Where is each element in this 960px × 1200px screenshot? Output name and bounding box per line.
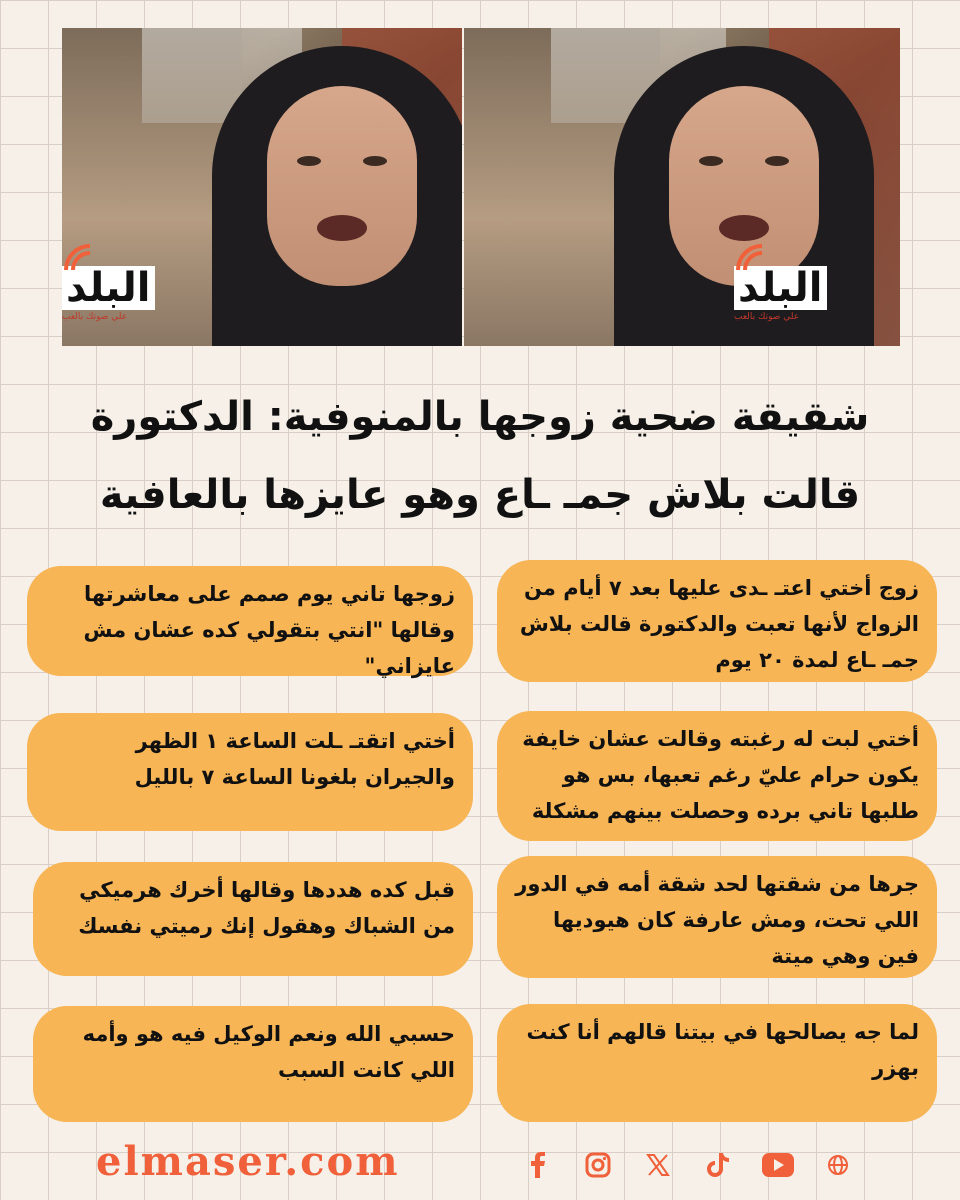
website-link[interactable]: elmaser.com bbox=[96, 1138, 400, 1185]
globe-icon[interactable] bbox=[808, 1148, 868, 1182]
logo-text: البلد bbox=[62, 266, 155, 310]
logo-text: البلد bbox=[734, 266, 827, 310]
signal-icon bbox=[62, 242, 96, 276]
quote-card: لما جه يصالحها في بيتنا قالهم أنا كنت بهزر bbox=[497, 1004, 937, 1122]
woman-figure bbox=[212, 46, 462, 346]
quote-card: قبل كده هددها وقالها أخرك هرميكي من الشباك وهقول إنك رميتي نفسك bbox=[33, 862, 473, 976]
logo-tagline: علي صوتك بالعب bbox=[734, 312, 800, 322]
logo-watermark bbox=[734, 266, 884, 336]
logo-watermark bbox=[62, 266, 212, 336]
instagram-icon[interactable] bbox=[568, 1148, 628, 1182]
photo-right bbox=[464, 28, 900, 346]
quote-card: حسبي الله ونعم الوكيل فيه هو وأمه اللي كانت السبب bbox=[33, 1006, 473, 1122]
youtube-icon[interactable] bbox=[748, 1148, 808, 1182]
quote-card: أختي اتقتـ ـلت الساعة ١ الظهر والجيران بلغونا الساعة ٧ بالليل bbox=[27, 713, 473, 831]
facebook-icon[interactable] bbox=[508, 1148, 568, 1182]
quote-card: زوج أختي اعتـ ـدى عليها بعد ٧ أيام من الزواج لأنها تعبت والدكتورة قالت بلاش جمـ ـاع لمدة ٢٠ يوم bbox=[497, 560, 937, 682]
x-icon[interactable] bbox=[628, 1148, 688, 1182]
photo-left bbox=[62, 28, 462, 346]
signal-icon bbox=[734, 242, 768, 276]
quote-card: جرها من شقتها لحد شقة أمه في الدور اللي تحت، ومش عارفة كان هيوديها فين وهي ميتة bbox=[497, 856, 937, 978]
headline: شقيقة ضحية زوجها بالمنوفية: الدكتورة قالت بلاش جمـ ـاع وهو عايزها بالعافية bbox=[90, 394, 870, 518]
tiktok-icon[interactable] bbox=[688, 1148, 748, 1182]
quote-card: أختي لبت له رغبته وقالت عشان خايفة يكون حرام عليّ رغم تعبها، بس هو طلبها تاني برده وحصلت بينهم مشكلة bbox=[497, 711, 937, 841]
social-links bbox=[508, 1148, 868, 1182]
quote-card: زوجها تاني يوم صمم على معاشرتها وقالها "انتي بتقولي كده عشان مش عايزاني" bbox=[27, 566, 473, 676]
logo-tagline: علي صوتك بالعب bbox=[62, 312, 128, 322]
